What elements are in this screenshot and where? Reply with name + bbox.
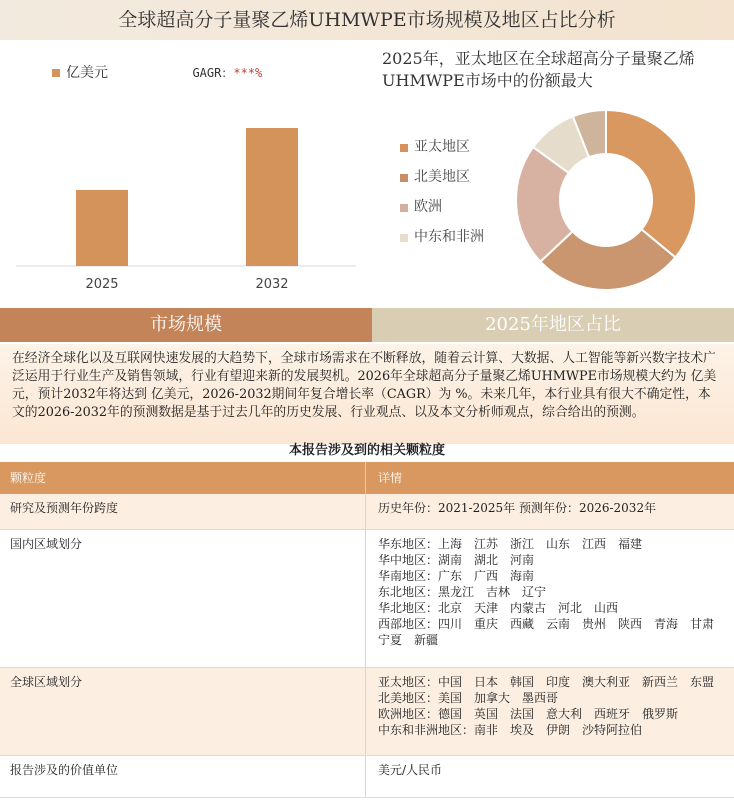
x-tick-label: 2025	[85, 277, 119, 292]
granularity-table	[0, 462, 734, 798]
gagr-value: ***%	[233, 66, 263, 80]
bar-2025	[76, 190, 128, 266]
page-title: 全球超高分子量聚乙烯UHMWPE市场规模及地区占比分析	[0, 0, 734, 40]
legend-label: 中东和非洲	[414, 229, 484, 245]
table-row	[0, 494, 734, 530]
tab-market-size[interactable]: 市场规模	[0, 308, 372, 342]
bar-chart-legend	[52, 62, 262, 82]
detail-line: 欧洲地区：德国 英国 法国 意大利 西班牙 俄罗斯	[378, 707, 679, 721]
region-share-chart	[372, 42, 734, 302]
legend-label: 北美地区	[414, 169, 470, 185]
detail-line: 历史年份：2021-2025年 预测年份：2026-2032年	[378, 501, 657, 515]
detail-line: 东北地区：黑龙江 吉林 辽宁	[378, 585, 547, 599]
donut-chart-canvas	[372, 42, 734, 302]
detail-line: 华南地区：广东 广西 海南	[378, 569, 535, 583]
detail-line: 西部地区：四川 重庆 西藏 云南 贵州 陕西 青海 甘肃 宁夏 新疆	[378, 617, 727, 647]
row-details	[366, 494, 734, 529]
bar-2032	[246, 128, 298, 266]
row-details	[366, 530, 734, 667]
legend-label: 欧洲	[414, 199, 442, 215]
tab-region-share[interactable]: 2025年地区占比	[372, 308, 734, 342]
legend-label: 亚太地区	[414, 139, 470, 155]
table-header-details: 详情	[378, 471, 403, 485]
detail-line: 亚太地区：中国 日本 韩国 印度 澳大利亚 新西兰 东盟	[378, 675, 715, 689]
row-label: 报告涉及的价值单位	[0, 756, 366, 797]
row-label: 全球区域划分	[0, 668, 366, 755]
table-row	[0, 756, 734, 798]
detail-line: 中东和非洲地区：南非 埃及 伊朗 沙特阿拉伯	[378, 723, 643, 737]
table-row	[0, 530, 734, 668]
x-tick-label: 2032	[255, 277, 289, 292]
detail-line: 华中地区：湖南 湖北 河南	[378, 553, 535, 567]
legend-swatch	[52, 69, 60, 77]
section-tabs	[0, 308, 734, 342]
legend-label: 亿美元	[66, 65, 108, 81]
intro-paragraph: 在经济全球化以及互联网快速发展的大趋势下，全球市场需求在不断释放，随着云计算、大数据、人工智能等新兴数字技术广泛运用于行业生产及销售领域，行业有望迎来新的发展契机。2026年全球超高分子量聚乙烯UHMWPE市场规模大约为 亿美元，预计2032年将达到 亿美元，2026-2032期间年复合增长率（CAGR）为 %。未来几年，本行业具有很大不确定性，本文的2026-2032年的预测数据是基于过去几年的历史发展、行业观点、以及本文分析师观点，综合给出的预测。	[0, 344, 734, 444]
market-size-chart	[0, 42, 372, 302]
row-label: 国内区域划分	[0, 530, 366, 667]
row-details	[366, 668, 734, 755]
donut-slice-亚太地区	[606, 110, 696, 257]
gagr-label: GAGR：***%	[192, 66, 263, 80]
region-chart-title: 2025年，亚太地区在全球超高分子量聚乙烯UHMWPE市场中的份额最大	[382, 49, 695, 90]
table-header-granularity: 颗粒度	[0, 462, 366, 494]
table-row	[0, 668, 734, 756]
detail-line: 华东地区：上海 江苏 浙江 山东 江西 福建	[378, 537, 643, 551]
table-title: 本报告涉及到的相关颗粒度	[288, 443, 445, 458]
detail-line: 北美地区：美国 加拿大 墨西哥	[378, 691, 559, 705]
row-label: 研究及预测年份跨度	[0, 494, 366, 529]
row-details	[366, 756, 734, 797]
detail-line: 美元/人民币	[378, 763, 443, 777]
detail-line: 华北地区：北京 天津 内蒙古 河北 山西	[378, 601, 619, 615]
table-header-row	[0, 462, 734, 494]
